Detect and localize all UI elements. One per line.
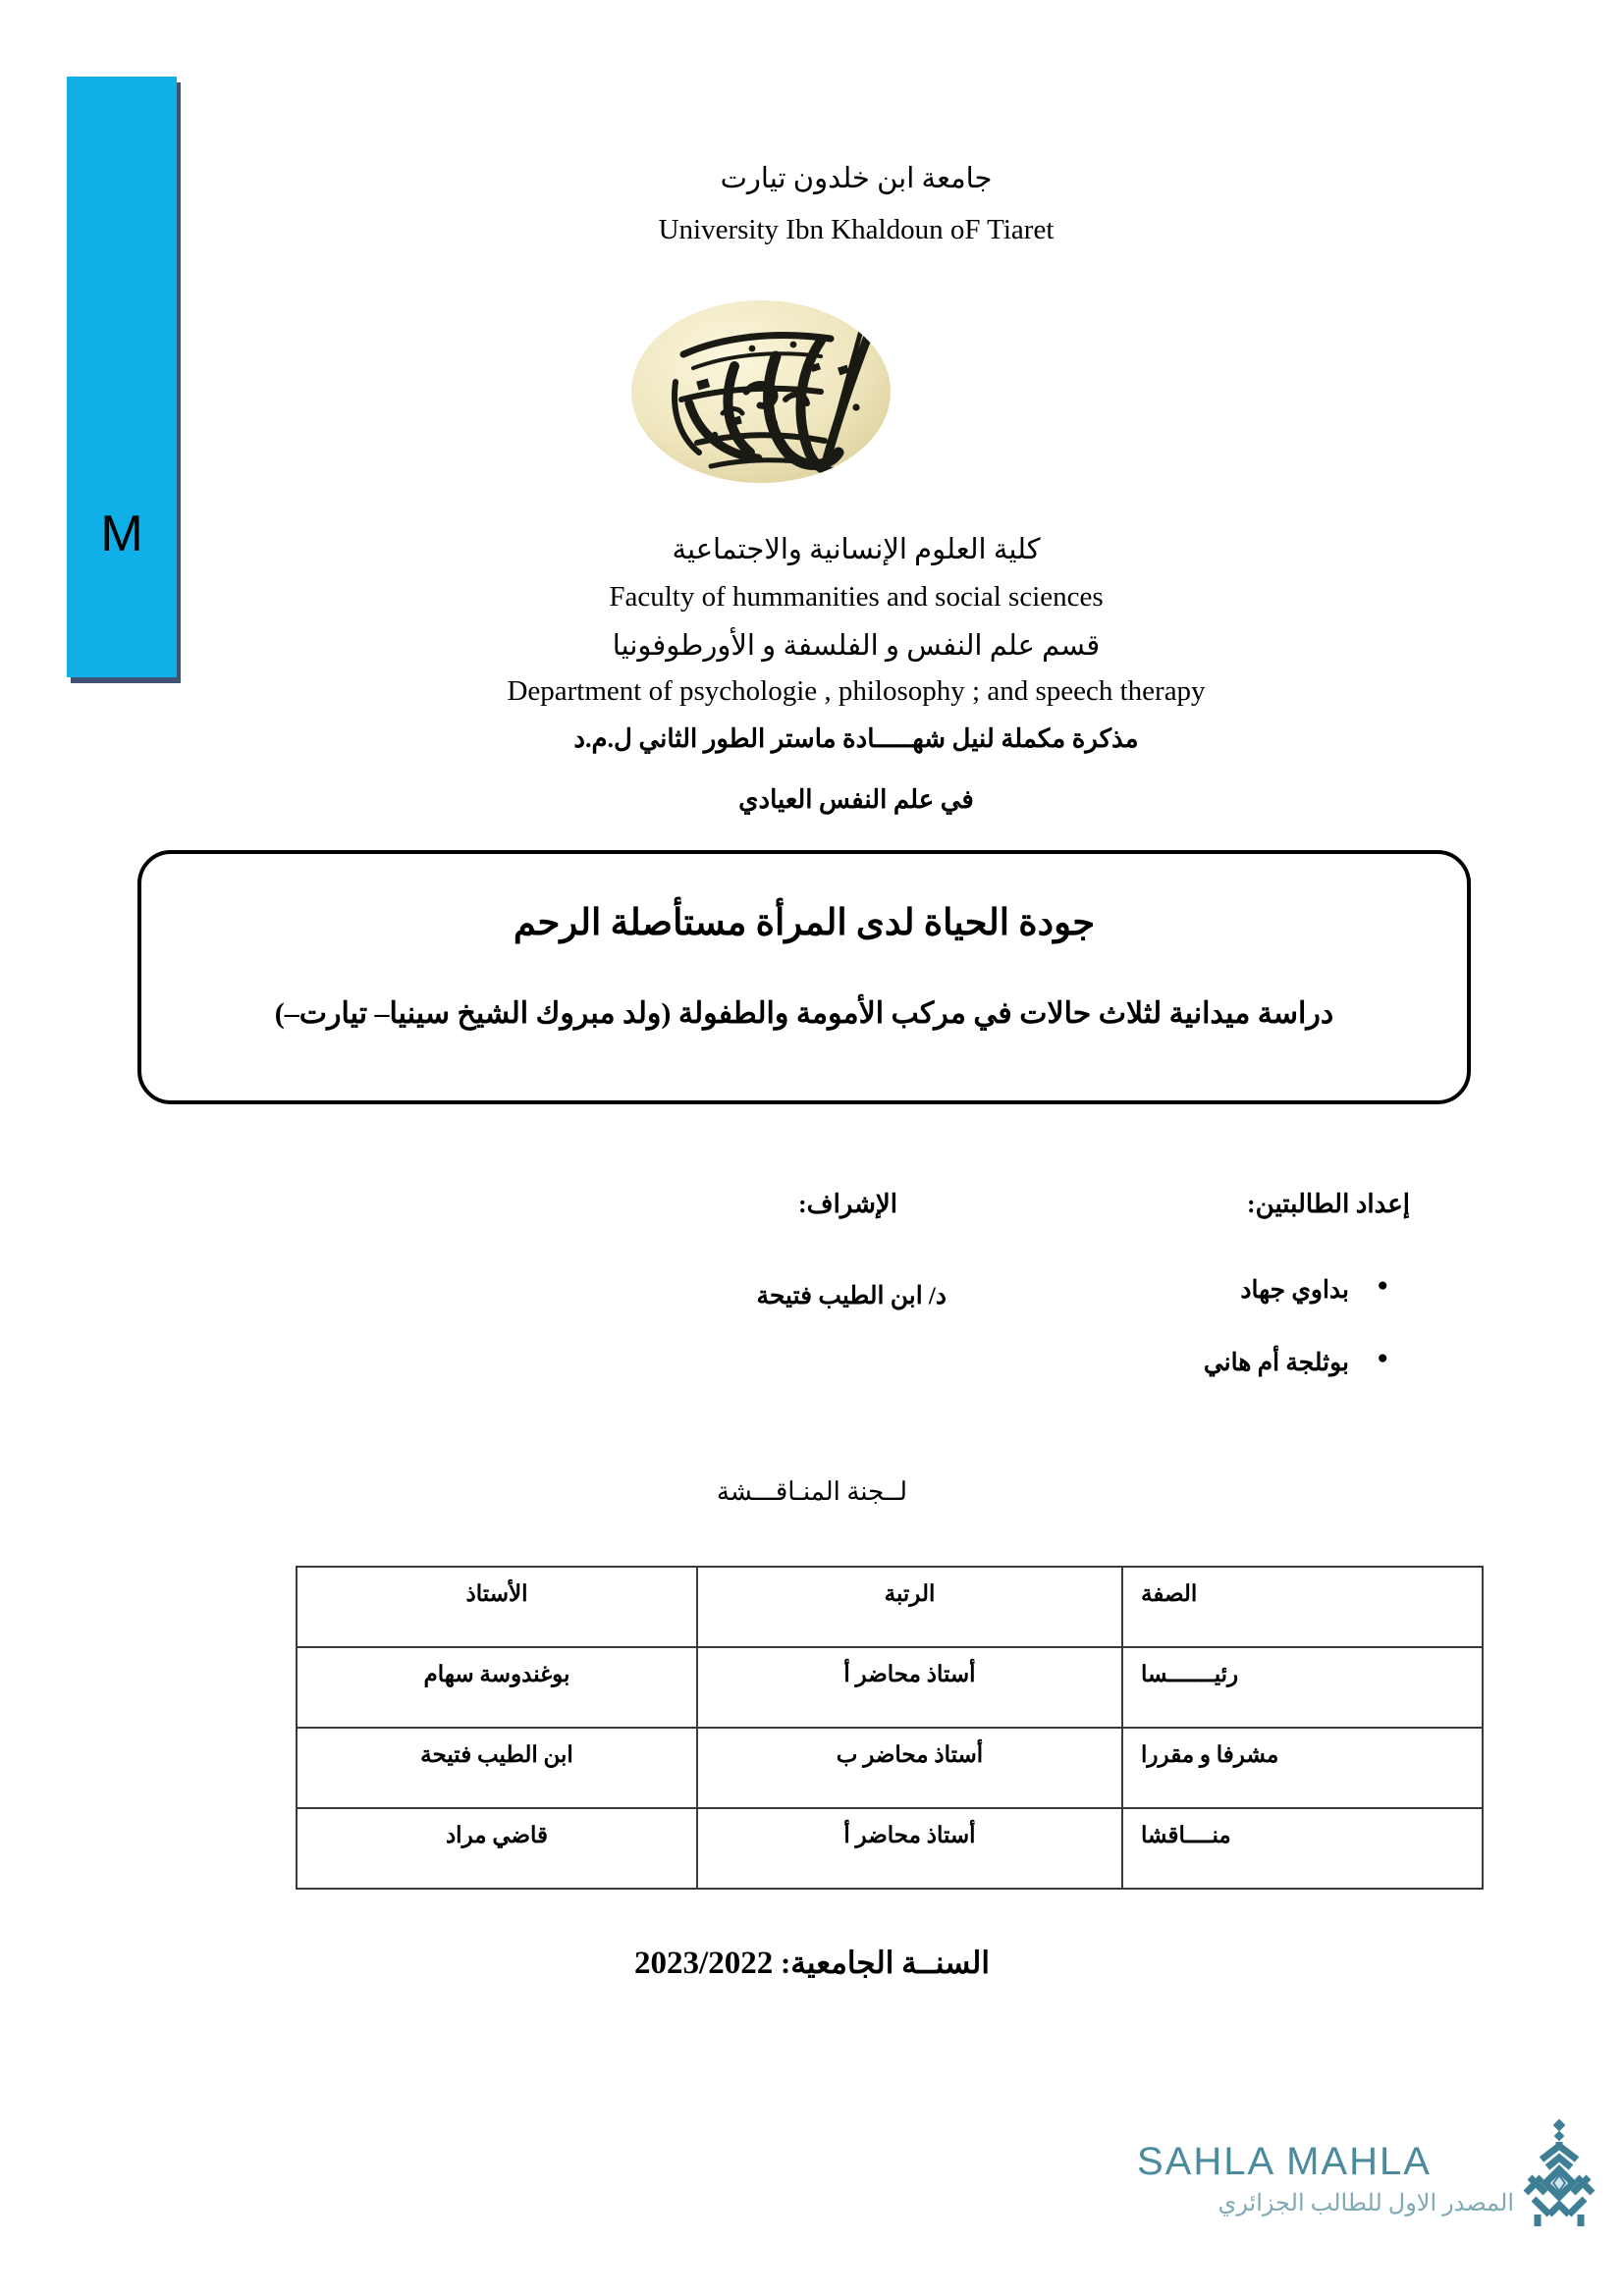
committee-heading: لــجنة المنـاقـــشة [716, 1477, 908, 1506]
student-list [1031, 1276, 1388, 1421]
watermark-subtitle: المصدر الاول للطالب الجزائري [1218, 2191, 1514, 2216]
cell-rank: أستاذ محاضر أ [697, 1808, 1122, 1889]
cell-professor: ابن الطيب فتيحة [297, 1728, 697, 1808]
table-row [297, 1728, 1483, 1808]
column-header-role: الصفة [1122, 1567, 1483, 1647]
amazigh-diamond-emblem-icon [1512, 2116, 1606, 2232]
faculty-name-english: Faculty of hummanities and social sciences [609, 581, 1104, 613]
supervisor-name: د/ ابن الطيب فتيحة [756, 1283, 947, 1309]
specialty-statement: في علم النفس العيادي [738, 785, 974, 814]
university-logo [628, 297, 893, 486]
cell-rank: أستاذ محاضر أ [697, 1647, 1122, 1728]
table-row [297, 1808, 1483, 1889]
list-item: ● بوثلجة أم هاني [1031, 1349, 1355, 1378]
department-name-english: Department of psychologie , philosophy ; and speech therapy [507, 675, 1206, 707]
degree-statement: مذكرة مكملة لنيل شهـــــادة ماستر الطور الثاني ل.م.د [573, 724, 1139, 753]
cell-role: رئيـــــــسا [1122, 1647, 1483, 1728]
cell-professor: بوغندوسة سهام [297, 1647, 697, 1728]
academic-year [0, 1946, 1624, 1982]
supervisor-label: الإشراف: [797, 1190, 897, 1218]
cell-rank: أستاذ محاضر ب [697, 1728, 1122, 1808]
thesis-title: جودة الحياة لدى المرأة مستأصلة الرحم [513, 903, 1096, 943]
jury-table [296, 1566, 1484, 1890]
cell-role: مشرفا و مقررا [1122, 1728, 1483, 1808]
column-header-rank: الرتبة [697, 1567, 1122, 1647]
column-header-professor: الأستاذ [297, 1567, 697, 1647]
cell-professor: قاضي مراد [297, 1808, 697, 1889]
department-name-arabic: قسم علم النفس و الفلسفة و الأورطوفونيا [612, 630, 1101, 662]
academic-year-value: 2023/2022 [634, 1946, 774, 1981]
table-row [297, 1647, 1483, 1728]
university-name-english: University Ibn Khaldoun oF Tiaret [658, 214, 1055, 245]
list-item: ● بداوي جهاد [1031, 1276, 1355, 1306]
table-header-row [297, 1567, 1483, 1647]
faculty-name-arabic: كلية العلوم الإنسانية والاجتماعية [672, 534, 1041, 565]
university-name-arabic: جامعة ابن خلدون تيارت [720, 163, 993, 194]
cell-role: منــــاقشا [1122, 1808, 1483, 1889]
watermark [1137, 2112, 1608, 2240]
marker-letter: M [100, 506, 143, 562]
thesis-subtitle: دراسة ميدانية لثلاث حالات في مركب الأمومة والطفولة (ولد مبروك الشيخ سينيا– تيارت–) [274, 997, 1334, 1030]
left-accent-block [67, 77, 177, 677]
students-label: إعداد الطالبتين: [1247, 1190, 1410, 1218]
watermark-title: SAHLA MAHLA [1137, 2140, 1432, 2183]
thesis-title-box [137, 850, 1471, 1104]
academic-year-label: السنــة الجامعية: [780, 1946, 990, 1980]
